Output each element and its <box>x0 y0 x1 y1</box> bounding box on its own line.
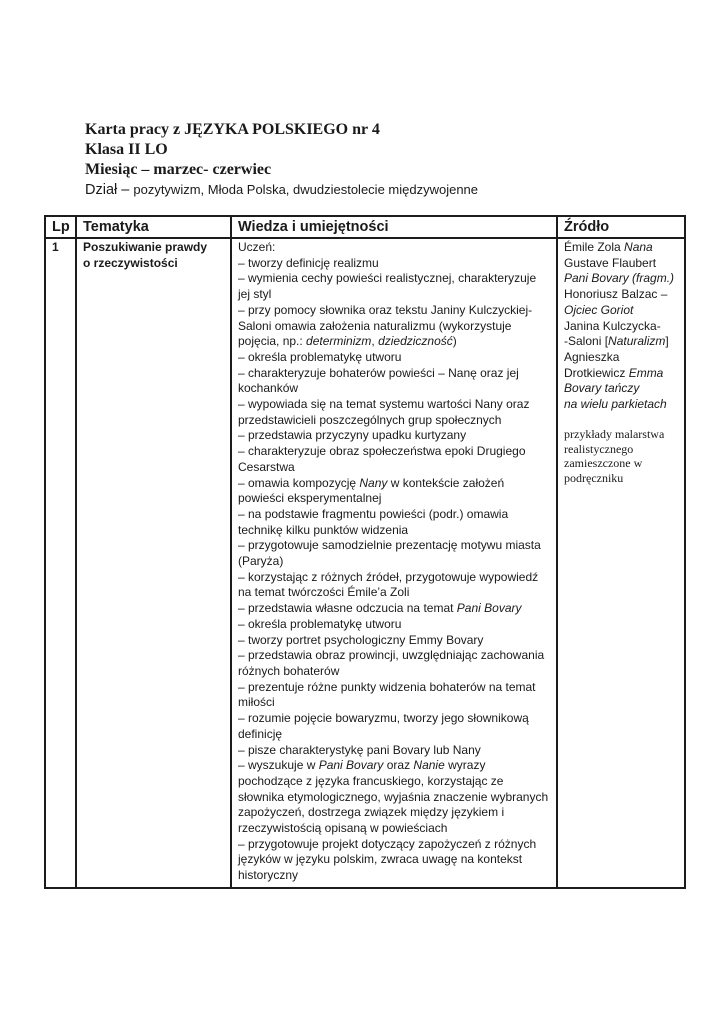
wiedza-item: – przygotowuje samodzielnie prezentację motywu miasta (Paryża) <box>238 538 541 569</box>
wiedza-item: – korzystając z różnych źródeł, przygotowuje wypowiedź na temat twórczości Émile’a Zoli <box>238 569 539 600</box>
zrodlo-entry: Honoriusz Balzac – Ojciec Goriot <box>564 287 668 317</box>
cell-zrodlo <box>557 238 685 888</box>
wiedza-item: – określa problematykę utworu <box>238 349 402 364</box>
wiedza-item: – omawia kompozycję Nany w kontekście założeń powieści eksperymentalnej <box>238 475 505 506</box>
table-header-row <box>45 216 685 238</box>
wiedza-item: – określa problematykę utworu <box>238 616 402 631</box>
cell-tematyka: Poszukiwanie prawdy o rzeczywistości <box>76 238 231 888</box>
section-value: pozytywizm, Młoda Polska, dwudziestolecie międzywojenne <box>133 182 479 197</box>
column-header-lp: Lp <box>45 216 76 238</box>
cell-lp: 1 <box>45 238 76 888</box>
zrodlo-entry: Agnieszka Drotkiewicz Emma Bovary tańczy na wielu parkietach <box>564 349 667 412</box>
zrodlo-entry: Janina Kulczycka- -Saloni [Naturalizm] <box>564 318 669 349</box>
section-line <box>85 180 478 200</box>
column-header-tematyka: Tematyka <box>76 216 231 238</box>
wiedza-item: – przedstawia przyczyny upadku kurtyzany <box>238 428 467 443</box>
table-row <box>45 238 685 888</box>
wiedza-item: – charakteryzuje bohaterów powieści – Nanę oraz jej kochanków <box>238 365 519 396</box>
wiedza-item: – tworzy portret psychologiczny Emmy Bovary <box>238 632 484 647</box>
zrodlo-note: przykłady malarstwa realistycznego zamieszczone w podręczniku <box>564 426 665 486</box>
section-label: Dział – <box>85 182 134 198</box>
wiedza-items <box>238 256 550 884</box>
zrodlo-entry: Gustave Flaubert Pani Bovary (fragm.) <box>564 255 675 286</box>
wiedza-item: – prezentuje różne punkty widzenia bohaterów na temat miłości <box>238 679 536 710</box>
document-title: Karta pracy z JĘZYKA POLSKIEGO nr 4 <box>85 121 380 138</box>
cell-wiedza <box>231 238 557 888</box>
wiedza-item: – przedstawia własne odczucia na temat Pani Bovary <box>238 601 522 616</box>
wiedza-item: – przy pomocy słownika oraz tekstu Janiny Kulczyckiej-Saloni omawia założenia naturalizmu (wykorzystuje pojęcia, np.: determinizm, dziedziczność) <box>238 302 533 349</box>
wiedza-item: – charakteryzuje obraz społeczeństwa epoki Drugiego Cesarstwa <box>238 444 526 474</box>
wiedza-item: – przygotowuje projekt dotyczący zapożyczeń z różnych języków w języku polskim, zwraca uwagę na kontekst historyczny <box>238 836 537 883</box>
wiedza-item: – rozumie pojęcie bowaryzmu, tworzy jego słownikową definicję <box>238 711 529 741</box>
wiedza-item: – przedstawia obraz prowincji, uwzględniając zachowania różnych bohaterów <box>238 648 545 678</box>
class-line: Klasa II LO <box>85 141 168 158</box>
wiedza-item: – wymienia cechy powieści realistycznej, charakteryzuje jej styl <box>238 271 537 302</box>
column-header-wiedza: Wiedza i umiejętności <box>231 216 557 238</box>
zrodlo-entry: Émile Zola Nana <box>564 240 653 254</box>
wiedza-item: – tworzy definicję realizmu <box>238 255 379 270</box>
month-line: Miesiąc – marzec- czerwiec <box>85 161 272 178</box>
wiedza-item: – wyszukuje w Pani Bovary oraz Nanie wyrazy pochodzące z języka francuskiego, korzystając ze słownika etymologicznego, wyjaśnia znaczenie wybranych zapożyczeń, dostrzega związek między językiem i rzeczywistością opisaną w powieściach <box>238 758 549 836</box>
wiedza-item: – pisze charakterystykę pani Bovary lub Nany <box>238 742 481 757</box>
zrodlo-entries <box>564 240 678 413</box>
wiedza-item: – wypowiada się na temat systemu wartości Nany oraz przedstawicieli poszczególnych grup społecznych <box>238 397 530 427</box>
wiedza-item: – na podstawie fragmentu powieści (podr.) omawia technikę kilku punktów widzenia <box>238 506 509 537</box>
wiedza-intro: Uczeń: <box>238 240 276 254</box>
worksheet-table <box>44 215 686 889</box>
column-header-zrodlo: Źródło <box>557 216 685 238</box>
document-header <box>85 120 478 200</box>
